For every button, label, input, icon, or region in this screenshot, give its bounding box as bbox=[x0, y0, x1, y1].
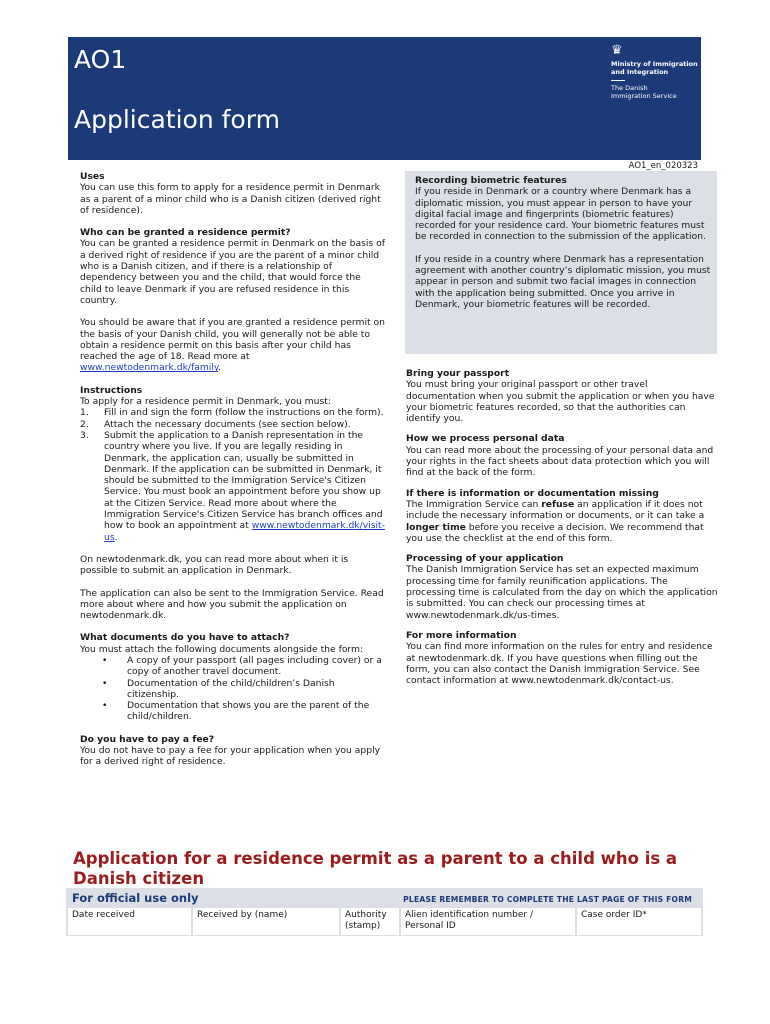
logo-line-1: Ministry of Immigration bbox=[611, 60, 698, 68]
more-info-text: You can find more information on the rules for entry and residence at newtodenmark.dk. If you have questions when filling out the form, you can also contact the Danish Immigration Service. See contact information at www.newtodenmark.dk/contact-us. bbox=[406, 641, 713, 687]
ministry-logo bbox=[611, 44, 699, 100]
instructions-list bbox=[80, 407, 385, 543]
instructions-para-2: The application can also be sent to the Immigration Service. Read more about where and how you submit the application on newtodenmark.dk. bbox=[80, 587, 384, 622]
case-order-id-field[interactable]: Case order ID* bbox=[577, 908, 701, 935]
form-title: Application form bbox=[74, 105, 280, 134]
logo-line-4: Immigration Service bbox=[611, 92, 677, 100]
application-title: Application for a residence permit as a parent to a child who is a Danish citizen bbox=[73, 849, 678, 888]
authority-stamp-field[interactable]: Authority (stamp) bbox=[341, 908, 399, 935]
documents-intro: You must attach the following documents alongside the form: bbox=[80, 643, 364, 655]
reminder-note: PLEASE REMEMBER TO COMPLETE THE LAST PAGE OF THIS FORM bbox=[403, 895, 692, 904]
more-info-heading: For more information bbox=[406, 629, 517, 641]
processing-text: The Danish Immigration Service has set an expected maximum processing time for family reunification applications. The processing time is calculated from the day on which the application is submitted. You can check our processing times at www.newtodenmark.dk/us-times. bbox=[406, 564, 718, 621]
list-item: • A copy of your passport (all pages including cover) or a copy of another travel document. bbox=[102, 654, 382, 678]
biometrics-text-2: If you reside in a country where Denmark has a representation agreement with another country’s diplomatic mission, you must appear in person and submit two facial images in connection with the application being submitted. Once you arrive in Denmark, your biometric features will be recorded. bbox=[415, 253, 711, 310]
fee-heading: Do you have to pay a fee? bbox=[80, 733, 215, 745]
date-received-field[interactable]: Date received bbox=[68, 908, 191, 935]
instructions-para-1: On newtodenmark.dk, you can read more about when it is possible to submit an application in Denmark. bbox=[80, 553, 349, 577]
bullet-icon: • bbox=[102, 654, 108, 666]
form-version: AO1_en_020323 bbox=[628, 161, 698, 171]
biometrics-heading: Recording biometric features bbox=[415, 175, 567, 186]
granted-text-1: You can be granted a residence permit in Denmark on the basis of a derived right of residence if you are the parent of a minor child who is a Danish citizen, and if there is a relationship of dependency between you and the child, that would force the child to leave Denmark if you are refused residence in this country. bbox=[80, 238, 385, 306]
missing-heading: If there is information or documentation missing bbox=[406, 487, 659, 499]
logo-line-3: The Danish bbox=[611, 84, 648, 92]
list-item: • Documentation of the child/children’s Danish citizenship. bbox=[102, 677, 335, 700]
official-use-label: For official use only bbox=[72, 891, 199, 905]
biometrics-text-1: If you reside in Denmark or a country where Denmark has a diplomatic mission, you must appear in person to have your digital facial image and fingerprints (biometric features) recorded for your residence card. Your biometric features must be recorded in connection to the submission of the application. bbox=[415, 186, 706, 243]
crown-icon: ♛ bbox=[611, 43, 623, 58]
left-column bbox=[80, 171, 385, 768]
documents-heading: What documents do you have to attach? bbox=[80, 632, 290, 644]
granted-text-2: You should be aware that if you are granted a residence permit on the basis of your Danish child, you will generally not be able to obtain a residence permit on this basis after your child has reached the age of 18. Read more at www.newtodenmark.dk/family. bbox=[80, 317, 385, 374]
documents-list bbox=[80, 655, 385, 723]
uses-text: You can use this form to apply for a residence permit in Denmark as a parent of a minor child who is a Danish citizen (derived right of residence). bbox=[80, 182, 381, 216]
list-item: 2. Attach the necessary documents (see section below). bbox=[80, 418, 351, 430]
logo-line-2: and Integration bbox=[611, 68, 669, 76]
passport-heading: Bring your passport bbox=[406, 368, 510, 379]
personal-data-text: You can read more about the processing of your personal data and your rights in the fact sheets about data protection which you will find at the back of the form. bbox=[406, 444, 714, 479]
list-item: 3. Submit the application to a Danish representation in the country where you live. If you are legally residing in Denmark, the application can, usually be submitted in Denmark. If the application can be submitted in Denmark, it should be submitted to the Immigration Service's Citizen Service. You must book an appointment before you show up at the Citizen Service. Read more about where the Immigration Service's Citizen Service has branch offices and how to book an appointment at www.newtodenmark.dk/visit-us. bbox=[80, 429, 385, 543]
alien-id-field[interactable]: Alien identification number / Personal ID bbox=[401, 908, 575, 935]
received-by-field[interactable]: Received by (name) bbox=[193, 908, 339, 935]
processing-heading: Processing of your application bbox=[406, 553, 564, 565]
biometrics-box bbox=[405, 171, 717, 354]
uses-heading: Uses bbox=[80, 171, 105, 182]
fee-text: You do not have to pay a fee for your application when you apply for a derived right of residence. bbox=[80, 745, 381, 768]
passport-text: You must bring your original passport or other travel documentation when you submit the application or when you have your biometric features recorded, so that the authorities can identify you. bbox=[406, 379, 715, 425]
missing-text: The Immigration Service can refuse an application if it does not include the necessary information or documents, or it can take a longer time before you receive a decision. We recommend that you use the checklist at the end of this form. bbox=[406, 498, 705, 544]
right-column bbox=[406, 368, 718, 686]
instructions-intro: To apply for a residence permit in Denmark, you must: bbox=[80, 396, 331, 408]
list-item: 1. Fill in and sign the form (follow the instructions on the form). bbox=[80, 407, 384, 419]
bullet-icon: • bbox=[102, 677, 108, 689]
personal-data-heading: How we process personal data bbox=[406, 433, 565, 445]
instructions-heading: Instructions bbox=[80, 384, 143, 396]
list-item: • Documentation that shows you are the parent of the child/children. bbox=[102, 700, 370, 723]
family-link[interactable]: www.newtodenmark.dk/family bbox=[80, 362, 219, 374]
logo-divider bbox=[611, 80, 625, 81]
granted-heading: Who can be granted a residence permit? bbox=[80, 227, 291, 239]
form-code: AO1 bbox=[74, 45, 127, 74]
bullet-icon: • bbox=[102, 700, 108, 712]
visit-us-link[interactable]: www.newtodenmark.dk/visit-us bbox=[104, 520, 385, 543]
form-header bbox=[68, 37, 701, 160]
official-use-block bbox=[66, 888, 703, 936]
